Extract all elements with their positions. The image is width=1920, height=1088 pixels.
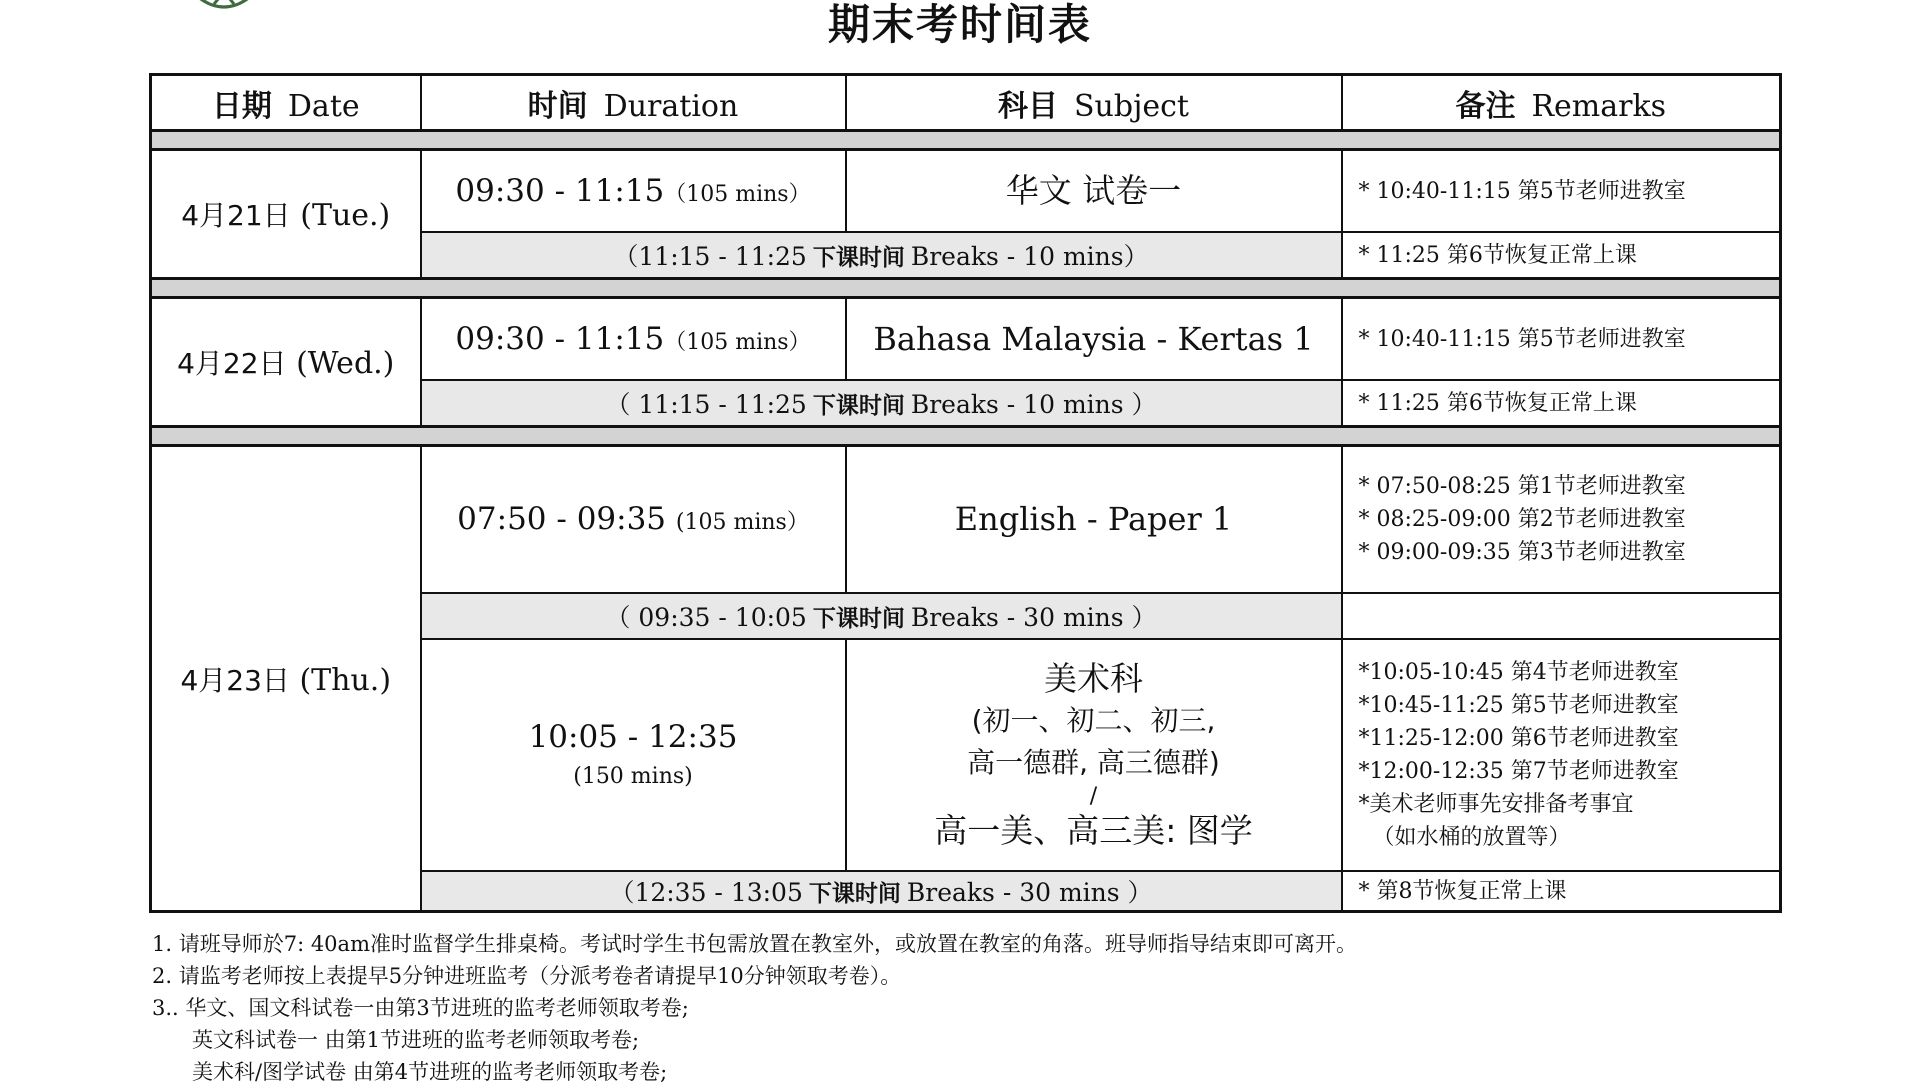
page-title: 期末考时间表 — [827, 0, 1092, 49]
note-item: 美术科/图学试卷 由第4节进班的监考老师领取考卷; — [192, 1060, 668, 1084]
subject-cell: 华文 试卷一 — [846, 150, 1342, 232]
remark-cell: * 10:40-11:15 第5节老师进教室 — [1342, 298, 1781, 380]
exam-timetable — [149, 73, 1782, 913]
date-cell: 4月22日 (Wed.) — [151, 298, 421, 427]
remark-cell: * 10:40-11:15 第5节老师进教室 — [1342, 150, 1781, 232]
remark-cell: * 07:50-08:25 第1节老师进教室 * 08:25-09:00 第2节老师进教室 * 09:00-09:35 第3节老师进教室 — [1342, 446, 1781, 593]
note-item: 2. 请监考老师按上表提早5分钟进班监考（分派考卷者请提早10分钟领取考卷）。 — [152, 964, 902, 988]
remark-cell: * 11:25 第6节恢复正常上课 — [1342, 232, 1781, 278]
duration-cell: 10:05 - 12:35 (150 mins) — [421, 639, 846, 871]
duration-cell: 09:30 - 11:15（105 mins） — [421, 298, 846, 380]
table-header-row — [151, 75, 1781, 131]
table-row — [151, 298, 1781, 380]
header-subject: 科目 Subject — [846, 75, 1342, 131]
subject-cell: 美术科 (初一、初二、初三, 高一德群, 高三德群) / 高一美、高三美: 图学 — [846, 639, 1342, 871]
note-item: 3.. 华文、国文科试卷一由第3节进班的监考老师领取考卷; — [152, 996, 689, 1020]
date-cell: 4月21日 (Tue.) — [151, 150, 421, 279]
header-remarks: 备注 Remarks — [1342, 75, 1781, 131]
note-item: 英文科试卷一 由第1节进班的监考老师领取考卷; — [192, 1028, 640, 1052]
header-duration: 时间 Duration — [421, 75, 846, 131]
subject-cell: English - Paper 1 — [846, 446, 1342, 593]
remark-cell — [1342, 593, 1781, 639]
remark-cell: * 第8节恢复正常上课 — [1342, 871, 1781, 911]
separator-row — [151, 279, 1781, 298]
break-cell: （12:35 - 13:05 下课时间 Breaks - 30 mins ） — [421, 871, 1342, 911]
header-date: 日期 Date — [151, 75, 421, 131]
table-row — [151, 446, 1781, 593]
break-cell: （11:15 - 11:25 下课时间 Breaks - 10 mins） — [421, 232, 1342, 278]
separator-row — [151, 131, 1781, 150]
remark-cell: *10:05-10:45 第4节老师进教室 *10:45-11:25 第5节老师进教室 *11:25-12:00 第6节老师进教室 *12:00-12:35 第7节老师进教室 *美术老师事先安排备考事宜 （如水桶的放置等） — [1342, 639, 1781, 871]
note-item: 1. 请班导师於7: 40am准时监督学生排桌椅。考试时学生书包需放置在教室外，或放置在教室的角落。班导师指导结束即可离开。 — [152, 932, 1357, 956]
duration-cell: 09:30 - 11:15（105 mins） — [421, 150, 846, 232]
date-cell: 4月23日 (Thu.) — [151, 446, 421, 912]
break-cell: （ 09:35 - 10:05 下课时间 Breaks - 30 mins ） — [421, 593, 1342, 639]
notes-section — [152, 928, 1812, 1088]
break-cell: （ 11:15 - 11:25 下课时间 Breaks - 10 mins ） — [421, 380, 1342, 426]
subject-cell: Bahasa Malaysia - Kertas 1 — [846, 298, 1342, 380]
table-row — [151, 150, 1781, 232]
separator-row — [151, 427, 1781, 446]
remark-cell: * 11:25 第6节恢复正常上课 — [1342, 380, 1781, 426]
duration-cell: 07:50 - 09:35 (105 mins） — [421, 446, 846, 593]
